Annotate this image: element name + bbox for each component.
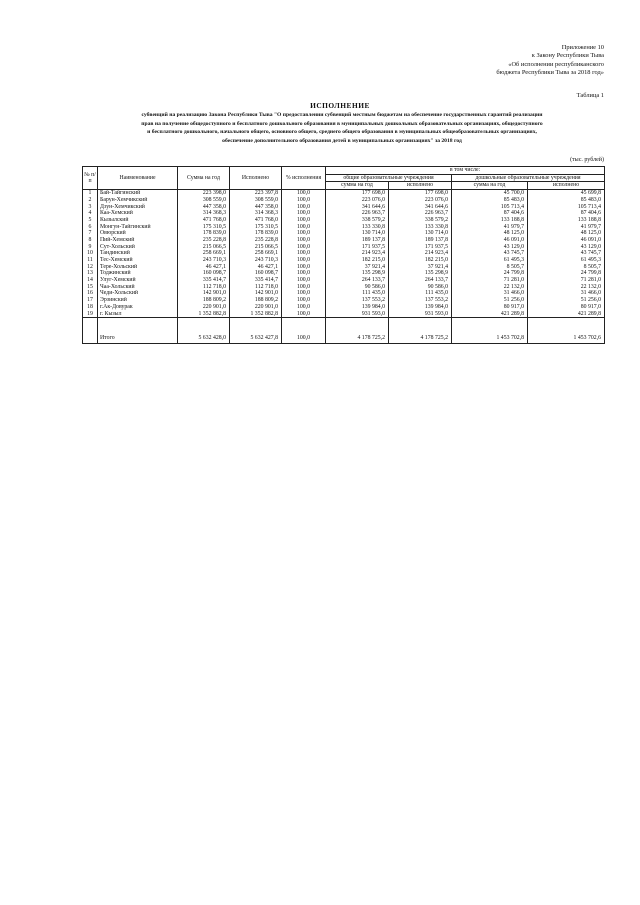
row-general-executed: 226 963,7 (389, 210, 452, 217)
row-preschool-executed: 8 505,7 (528, 264, 605, 271)
row-preschool-executed: 51 256,0 (528, 297, 605, 304)
row-percent: 100,0 (282, 290, 326, 297)
row-plan: 471 768,0 (178, 217, 230, 224)
row-plan: 1 352 882,8 (178, 310, 230, 317)
total-general-plan: 4 178 725,2 (326, 334, 389, 344)
row-preschool-plan: 43 745,7 (452, 250, 528, 257)
row-number: 18 (83, 304, 98, 311)
row-preschool-executed: 80 917,0 (528, 304, 605, 311)
row-plan: 235 228,8 (178, 237, 230, 244)
row-percent: 100,0 (282, 237, 326, 244)
table-row (83, 284, 605, 291)
row-general-plan: 111 435,0 (326, 290, 389, 297)
row-general-plan: 171 937,5 (326, 244, 389, 251)
row-executed: 175 310,5 (230, 224, 282, 231)
appendix-line: бюджета Республики Тыва за 2018 год» (496, 69, 604, 77)
row-general-executed: 189 137,8 (389, 237, 452, 244)
row-preschool-plan: 48 125,0 (452, 230, 528, 237)
row-plan: 223 398,0 (178, 190, 230, 197)
row-name: Монгун-Тайгинский (98, 224, 178, 231)
appendix-line: «Об исполнении республиканского (508, 60, 604, 68)
row-plan: 447 358,0 (178, 203, 230, 210)
total-general-executed: 4 178 725,2 (389, 334, 452, 344)
row-preschool-plan: 43 129,0 (452, 244, 528, 251)
row-general-plan: 135 298,9 (326, 270, 389, 277)
table-body (83, 190, 605, 344)
row-general-plan: 37 921,4 (326, 264, 389, 271)
row-general-executed: 177 698,0 (389, 190, 452, 197)
subtitle-line: субвенций на реализацию Закона Республики Тыва "О предоставлении субвенций местным бюджетам на обеспечение государственных гарантий реализации (141, 112, 543, 118)
row-number: 3 (83, 203, 98, 210)
row-percent: 100,0 (282, 190, 326, 197)
table-number: Таблица 1 (576, 92, 604, 99)
row-name: Тере-Хольский (98, 264, 178, 271)
row-percent: 100,0 (282, 264, 326, 271)
table-row (83, 210, 605, 217)
table-row (83, 203, 605, 210)
row-number: 17 (83, 297, 98, 304)
row-general-plan: 137 553,2 (326, 297, 389, 304)
row-preschool-plan: 105 713,4 (452, 203, 528, 210)
table-row (83, 217, 605, 224)
row-preschool-executed: 105 713,4 (528, 203, 605, 210)
row-name: г. Кызыл (98, 310, 178, 317)
row-executed: 243 710,3 (230, 257, 282, 264)
row-preschool-plan: 61 495,3 (452, 257, 528, 264)
row-plan: 335 414,7 (178, 277, 230, 284)
row-executed: 178 839,0 (230, 230, 282, 237)
row-name: Кызылский (98, 217, 178, 224)
row-plan: 314 368,3 (178, 210, 230, 217)
row-executed: 1 352 882,8 (230, 310, 282, 317)
row-general-executed: 223 076,0 (389, 197, 452, 204)
row-plan: 160 098,7 (178, 270, 230, 277)
row-name: Тандинский (98, 250, 178, 257)
row-preschool-executed: 61 495,3 (528, 257, 605, 264)
row-preschool-plan: 71 281,0 (452, 277, 528, 284)
row-number: 7 (83, 230, 98, 237)
row-preschool-plan: 46 091,0 (452, 237, 528, 244)
table-row (83, 250, 605, 257)
row-percent: 100,0 (282, 224, 326, 231)
row-number: 16 (83, 290, 98, 297)
row-general-executed: 264 133,7 (389, 277, 452, 284)
spacer-row (83, 318, 605, 335)
header-plan: Сумма на год (178, 167, 230, 190)
header-including: в том числе: (326, 167, 605, 175)
header-name: Наименование (98, 167, 178, 190)
row-number: 15 (83, 284, 98, 291)
row-general-executed: 137 553,2 (389, 297, 452, 304)
row-general-plan: 189 137,8 (326, 237, 389, 244)
row-general-executed: 341 644,6 (389, 203, 452, 210)
row-plan: 215 066,5 (178, 244, 230, 251)
row-name: Тоджинский (98, 270, 178, 277)
row-general-executed: 182 215,0 (389, 257, 452, 264)
row-preschool-executed: 45 699,8 (528, 190, 605, 197)
header-preschool-executed: исполнено (528, 182, 605, 190)
row-general-plan: 931 593,0 (326, 310, 389, 317)
row-executed: 220 901,0 (230, 304, 282, 311)
row-number: 14 (83, 277, 98, 284)
row-executed: 258 669,1 (230, 250, 282, 257)
row-plan: 188 809,2 (178, 297, 230, 304)
header-preschool-plan: сумма на год (452, 182, 528, 190)
table-row (83, 310, 605, 317)
row-preschool-plan: 24 799,8 (452, 270, 528, 277)
row-percent: 100,0 (282, 257, 326, 264)
row-percent: 100,0 (282, 297, 326, 304)
row-general-plan: 341 644,6 (326, 203, 389, 210)
row-plan: 258 669,1 (178, 250, 230, 257)
execution-table (82, 166, 605, 344)
row-executed: 112 718,0 (230, 284, 282, 291)
document-subtitle (82, 111, 602, 145)
row-plan: 46 427,1 (178, 264, 230, 271)
row-general-plan: 90 586,0 (326, 284, 389, 291)
row-percent: 100,0 (282, 197, 326, 204)
row-number: 10 (83, 250, 98, 257)
row-executed: 188 809,2 (230, 297, 282, 304)
row-preschool-plan: 51 256,0 (452, 297, 528, 304)
appendix-line: к Закону Республики Тыва (531, 52, 604, 60)
row-name: Каа-Хемский (98, 210, 178, 217)
row-name: Тес-Хемский (98, 257, 178, 264)
row-percent: 100,0 (282, 203, 326, 210)
table-row (83, 190, 605, 197)
table-row (83, 244, 605, 251)
total-preschool-executed: 1 453 702,6 (528, 334, 605, 344)
row-name: г.Ак-Довурак (98, 304, 178, 311)
row-preschool-plan: 421 289,8 (452, 310, 528, 317)
row-percent: 100,0 (282, 310, 326, 317)
row-general-executed: 90 586,0 (389, 284, 452, 291)
total-executed: 5 632 427,8 (230, 334, 282, 344)
row-percent: 100,0 (282, 210, 326, 217)
total-percent: 100,0 (282, 334, 326, 344)
row-plan: 175 310,5 (178, 224, 230, 231)
table-row (83, 237, 605, 244)
document-title: ИСПОЛНЕНИЕ (310, 101, 370, 110)
row-preschool-executed: 421 289,8 (528, 310, 605, 317)
table-row (83, 197, 605, 204)
row-number: 9 (83, 244, 98, 251)
units-label: (тыс. рублей) (570, 157, 604, 163)
row-plan: 142 901,0 (178, 290, 230, 297)
row-plan: 112 718,0 (178, 284, 230, 291)
row-preschool-executed: 22 132,0 (528, 284, 605, 291)
row-name: Дзун-Хемчикский (98, 203, 178, 210)
row-preschool-plan: 133 188,8 (452, 217, 528, 224)
row-number: 13 (83, 270, 98, 277)
row-preschool-executed: 87 404,6 (528, 210, 605, 217)
appendix-note (496, 44, 604, 78)
table-row (83, 290, 605, 297)
row-preschool-executed: 48 125,0 (528, 230, 605, 237)
table-row (83, 297, 605, 304)
row-preschool-plan: 85 483,0 (452, 197, 528, 204)
row-preschool-plan: 45 700,0 (452, 190, 528, 197)
row-plan: 243 710,3 (178, 257, 230, 264)
row-executed: 142 901,0 (230, 290, 282, 297)
row-general-executed: 135 298,9 (389, 270, 452, 277)
row-general-plan: 214 923,4 (326, 250, 389, 257)
subtitle-line: обеспечение дополнительного образования детей в муниципальных организациях" за 2018 год (222, 137, 462, 144)
header-general-institutions: общие образовательные учреждения (326, 174, 452, 182)
row-number: 4 (83, 210, 98, 217)
row-percent: 100,0 (282, 217, 326, 224)
row-percent: 100,0 (282, 270, 326, 277)
row-general-plan: 223 076,0 (326, 197, 389, 204)
total-row (83, 334, 605, 344)
row-general-executed: 171 937,5 (389, 244, 452, 251)
row-preschool-executed: 24 799,8 (528, 270, 605, 277)
row-general-plan: 133 330,8 (326, 224, 389, 231)
row-number: 8 (83, 237, 98, 244)
row-preschool-executed: 43 129,0 (528, 244, 605, 251)
row-percent: 100,0 (282, 277, 326, 284)
table-row (83, 277, 605, 284)
row-executed: 160 098,7 (230, 270, 282, 277)
row-preschool-executed: 85 483,0 (528, 197, 605, 204)
row-name: Пий-Хемский (98, 237, 178, 244)
total-preschool-plan: 1 453 702,8 (452, 334, 528, 344)
row-name: Бай-Тайгинский (98, 190, 178, 197)
row-number: 19 (83, 310, 98, 317)
row-name: Улуг-Хемский (98, 277, 178, 284)
row-plan: 178 839,0 (178, 230, 230, 237)
row-name: Овюрский (98, 230, 178, 237)
row-number: 12 (83, 264, 98, 271)
row-preschool-executed: 31 466,0 (528, 290, 605, 297)
row-preschool-executed: 41 979,7 (528, 224, 605, 231)
row-preschool-executed: 46 091,0 (528, 237, 605, 244)
total-plan: 5 632 428,0 (178, 334, 230, 344)
row-executed: 46 427,1 (230, 264, 282, 271)
row-general-executed: 130 714,0 (389, 230, 452, 237)
row-general-executed: 931 593,0 (389, 310, 452, 317)
row-name: Сут-Хольский (98, 244, 178, 251)
row-executed: 335 414,7 (230, 277, 282, 284)
table-row (83, 224, 605, 231)
row-number: 2 (83, 197, 98, 204)
header-percent: % исполнения (282, 167, 326, 190)
row-plan: 308 559,0 (178, 197, 230, 204)
subtitle-line: и бесплатного дошкольного, начального общего, основного общего, среднего общего образования в муниципальных общеобразовательных организациях, (147, 129, 537, 136)
row-executed: 308 559,0 (230, 197, 282, 204)
row-preschool-plan: 41 979,7 (452, 224, 528, 231)
header-num: № п/п (83, 167, 98, 190)
row-preschool-plan: 80 917,0 (452, 304, 528, 311)
row-preschool-plan: 8 505,7 (452, 264, 528, 271)
row-number: 1 (83, 190, 98, 197)
table-row (83, 304, 605, 311)
row-executed: 471 768,0 (230, 217, 282, 224)
table-row (83, 270, 605, 277)
row-name: Чеди-Хольский (98, 290, 178, 297)
row-percent: 100,0 (282, 230, 326, 237)
row-preschool-plan: 31 466,0 (452, 290, 528, 297)
total-name: Итого (98, 334, 178, 344)
row-preschool-executed: 71 281,0 (528, 277, 605, 284)
row-percent: 100,0 (282, 284, 326, 291)
appendix-line: Приложение 10 (561, 44, 604, 51)
row-general-executed: 139 984,0 (389, 304, 452, 311)
table-row (83, 257, 605, 264)
row-percent: 100,0 (282, 304, 326, 311)
row-general-executed: 133 330,8 (389, 224, 452, 231)
row-executed: 235 228,8 (230, 237, 282, 244)
row-executed: 215 066,5 (230, 244, 282, 251)
table-row (83, 230, 605, 237)
header-general-executed: исполнено (389, 182, 452, 190)
row-executed: 314 368,3 (230, 210, 282, 217)
table-row (83, 264, 605, 271)
row-general-plan: 264 133,7 (326, 277, 389, 284)
row-preschool-executed: 133 188,8 (528, 217, 605, 224)
row-percent: 100,0 (282, 250, 326, 257)
row-general-executed: 111 435,0 (389, 290, 452, 297)
row-executed: 447 358,0 (230, 203, 282, 210)
row-number: 6 (83, 224, 98, 231)
row-number: 11 (83, 257, 98, 264)
row-name: Чаа-Хольский (98, 284, 178, 291)
total-number (83, 334, 98, 344)
row-general-plan: 177 698,0 (326, 190, 389, 197)
row-general-plan: 338 579,2 (326, 217, 389, 224)
row-general-executed: 214 923,4 (389, 250, 452, 257)
row-general-plan: 226 963,7 (326, 210, 389, 217)
row-general-plan: 182 215,0 (326, 257, 389, 264)
row-general-plan: 130 714,0 (326, 230, 389, 237)
row-name: Эрзинский (98, 297, 178, 304)
row-general-executed: 338 579,2 (389, 217, 452, 224)
row-general-executed: 37 921,4 (389, 264, 452, 271)
header-general-plan: сумма на год (326, 182, 389, 190)
row-preschool-plan: 22 132,0 (452, 284, 528, 291)
header-executed: Исполнено (230, 167, 282, 190)
row-preschool-executed: 43 745,7 (528, 250, 605, 257)
row-general-plan: 139 984,0 (326, 304, 389, 311)
row-name: Барун-Хемчикский (98, 197, 178, 204)
subtitle-line: прав на получение общедоступного и бесплатного дошкольного образования в муниципальных дошкольных образовательных организациях, общедоступного (141, 120, 543, 127)
header-preschool-institutions: дошкольные образовательные учреждения (452, 174, 605, 182)
row-number: 5 (83, 217, 98, 224)
row-preschool-plan: 87 404,6 (452, 210, 528, 217)
row-executed: 223 397,8 (230, 190, 282, 197)
row-plan: 220 901,0 (178, 304, 230, 311)
row-percent: 100,0 (282, 244, 326, 251)
